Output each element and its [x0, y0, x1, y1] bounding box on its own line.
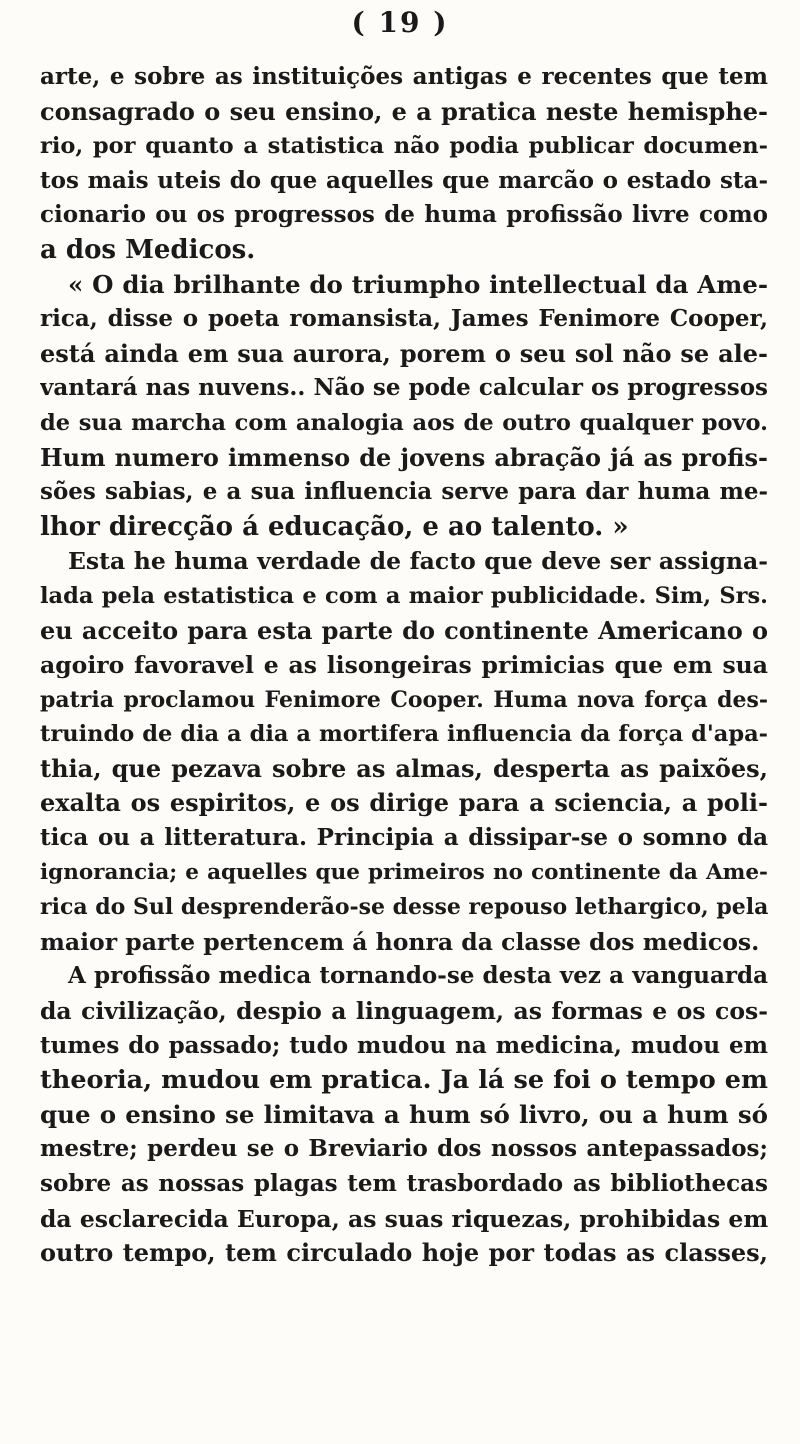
text-line: vantará nas nuvens.. Não se pode calcular os progressos	[40, 374, 768, 402]
text-line: tos mais uteis do que aquelles que marcão o estado sta-	[40, 166, 768, 194]
text-line: de sua marcha com analogia aos de outro qualquer povo.	[40, 409, 768, 436]
text-line: « O dia brilhante do triumpho intellectual da Ame-	[68, 269, 768, 299]
text-line: thia, que pezava sobre as almas, desperta as paixões,	[40, 753, 768, 783]
text-line: rio, por quanto a statistica não podia publicar documen-	[40, 133, 768, 160]
body-text	[40, 60, 768, 1271]
text-line: da esclarecida Europa, as suas riquezas, prohibidas em	[40, 1204, 768, 1233]
text-line: a dos Medicos.	[40, 234, 256, 265]
text-line: mestre; perdeu se o Breviario dos nossos antepassados;	[40, 1135, 768, 1163]
text-line: exalta os espiritos, e os dirige para a sciencia, a poli-	[40, 788, 768, 818]
text-line: eu acceito para esta parte do continente Americano o	[40, 615, 768, 645]
text-line: patria proclamou Fenimore Cooper. Huma nova força des-	[40, 686, 768, 713]
page-number: ( 19 )	[351, 6, 449, 39]
text-line: Esta he huma verdade de facto que deve ser assigna-	[68, 547, 768, 576]
text-line: outro tempo, tem circulado hoje por todas as classes,	[40, 1238, 768, 1268]
text-line: tica ou a litteratura. Principia a dissipar-se o somno da	[40, 824, 768, 852]
text-line: da civilização, despio a linguagem, as formas e os cos-	[40, 997, 768, 1026]
text-line: sões sabias, e a sua influencia serve para dar huma me-	[40, 478, 768, 506]
text-line: Hum numero immenso de jovens abração já as profis-	[40, 442, 768, 472]
text-line: sobre as nossas plagas tem trasbordado as bibliothecas	[40, 1170, 768, 1197]
text-line: lhor direcção á educação, e ao talento. »	[40, 511, 629, 542]
text-line: theoria, mudou em pratica. Ja lá se foi o tempo em	[40, 1065, 768, 1096]
text-line: que o ensino se limitava a hum só livro, ou a hum só	[40, 1099, 768, 1129]
text-line: agoiro favoravel e as lisongeiras primicias que em sua	[40, 651, 768, 680]
text-line: rica, disse o poeta romansista, James Fenimore Cooper,	[40, 305, 768, 333]
text-line: ignorancia; e aquelles que primeiros no continente da Ame-	[40, 859, 768, 885]
text-line: truindo de dia a dia a mortifera influencia da força d'apa-	[40, 721, 768, 748]
text-line: está ainda em sua aurora, porem o seu sol não se ale-	[40, 338, 768, 368]
text-line: A profissão medica tornando-se desta vez a vanguarda	[68, 962, 768, 990]
text-line: tumes do passado; tudo mudou na medicina, mudou em	[40, 1031, 768, 1059]
text-line: cionario ou os progressos de huma profissão livre como	[40, 201, 768, 229]
text-line: arte, e sobre as instituições antigas e recentes que tem	[40, 63, 768, 90]
text-line: lada pela estatistica e com a maior publicidade. Sim, Srs.	[40, 582, 768, 609]
text-line: maior parte pertencem á honra da classe dos medicos.	[40, 927, 760, 956]
text-line: rica do Sul desprenderão-se desse repouso lethargico, pela	[40, 894, 768, 921]
text-line: consagrado o seu ensino, e a pratica neste hemisphe-	[40, 96, 768, 126]
